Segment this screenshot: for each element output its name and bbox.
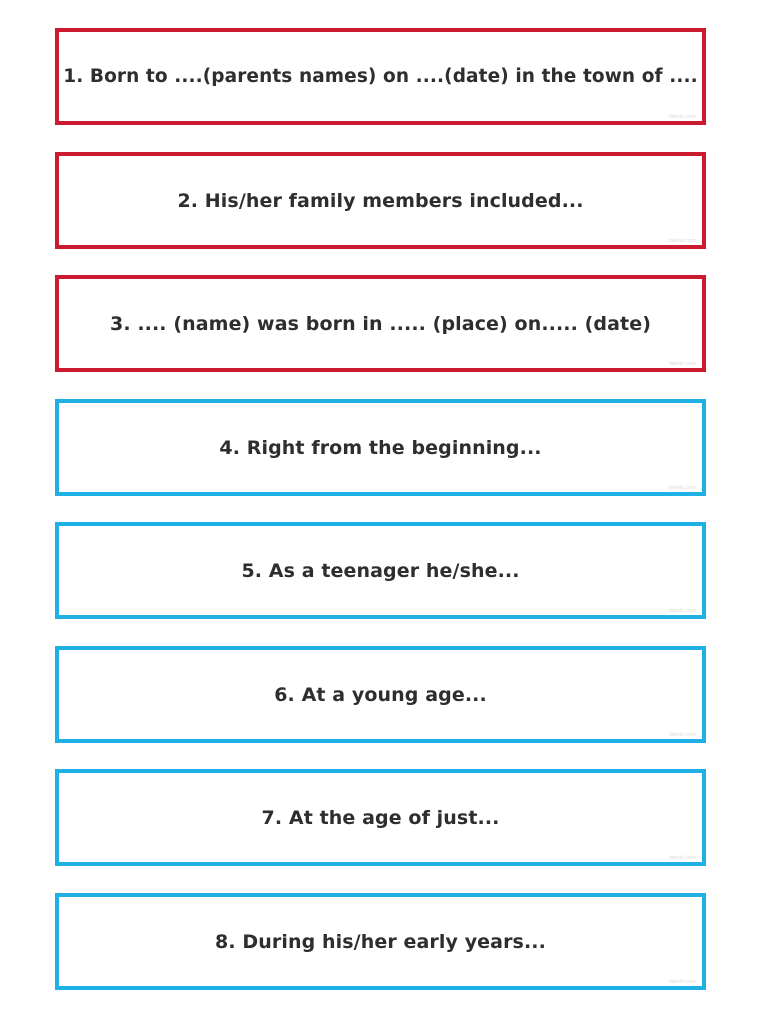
watermark: twinkl.com <box>668 855 696 861</box>
watermark: twinkl.com <box>668 361 696 367</box>
watermark: twinkl.com <box>668 238 696 244</box>
sentence-card-1 <box>55 28 706 125</box>
sentence-card-text: 8. During his/her early years... <box>215 930 546 953</box>
sentence-card-2 <box>55 152 706 249</box>
sentence-card-3 <box>55 275 706 372</box>
sentence-card-text: 1. Born to ....(parents names) on ....(date) in the town of .... <box>63 66 698 87</box>
sentence-card-text: 7. At the age of just... <box>261 806 500 829</box>
sentence-card-text: 5. As a teenager he/she... <box>241 559 520 582</box>
sentence-card-text: 3. .... (name) was born in ..... (place) on..... (date) <box>110 312 651 335</box>
sentence-card-4 <box>55 399 706 496</box>
watermark: twinkl.com <box>668 979 696 985</box>
sentence-card-text: 2. His/her family members included... <box>177 189 584 212</box>
sentence-card-5 <box>55 522 706 619</box>
watermark: twinkl.com <box>668 608 696 614</box>
watermark: twinkl.com <box>668 485 696 491</box>
sentence-card-7 <box>55 769 706 866</box>
sentence-card-6 <box>55 646 706 743</box>
watermark: twinkl.com <box>668 114 696 120</box>
sentence-card-text: 4. Right from the beginning... <box>219 436 542 459</box>
sentence-card-8 <box>55 893 706 990</box>
watermark: twinkl.com <box>668 732 696 738</box>
sentence-card-text: 6. At a young age... <box>274 683 487 706</box>
